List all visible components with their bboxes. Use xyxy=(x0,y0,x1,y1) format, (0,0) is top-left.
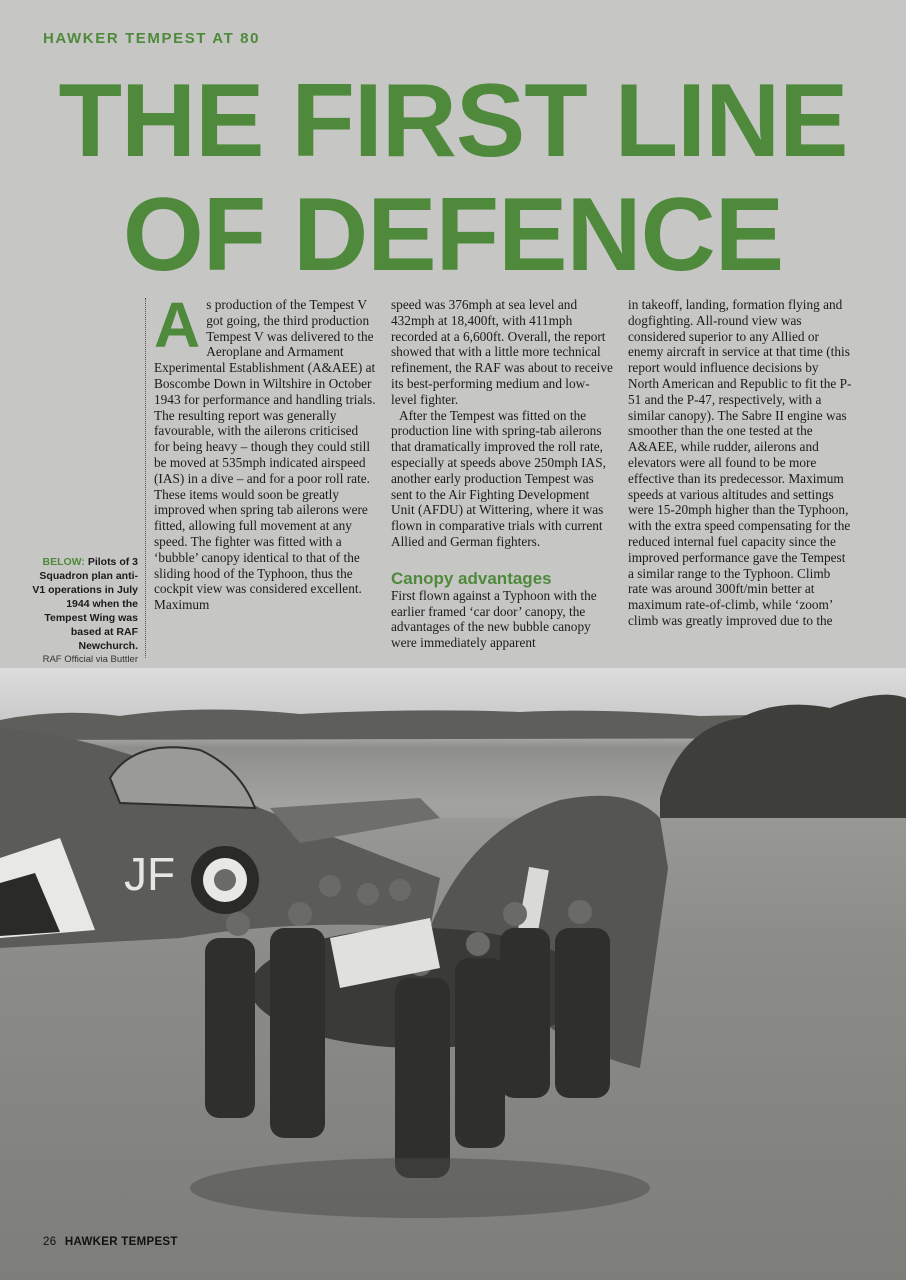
publication-name: HAWKER TEMPEST xyxy=(64,1236,178,1248)
article-paragraph: s production of the Tempest V got going, the third production Tempest V was delivered to the Aeroplane and Armament Experimental Establishment (A&AEE) at Boscombe Down in Wiltshire in October 1943 for performance and handling trials. The resulting report was generally favourable, with the ailerons criticised for being heavy – though they could still be moved at 535mph indicated airspeed (IAS) in a dive – and for a poor roll rate. These items would soon be greatly improved when spring tab ailerons were fitted, allowing full movement at any speed. The fighter was fitted with a ‘bubble’ canopy identical to that of the sliding hood of the Typhoon, thus the cockpit view was considered excellent. Maximum xyxy=(154,297,376,613)
aircraft-canopy xyxy=(110,747,255,808)
article-paragraph: After the Tempest was fitted on the production line with spring-tab ailerons that dramatically improved the roll rate, especially at speeds above 250mph IAS, another early production Tempest was sent to the Air Fighting Development Unit (AFDU) at Wittering, where it was flown in comparative trials with current Allied and German fighters. xyxy=(391,407,606,549)
article-column-2 xyxy=(391,297,613,651)
photo-caption xyxy=(30,555,138,667)
bushes xyxy=(660,695,906,818)
drop-cap: A xyxy=(154,289,201,361)
title-line-1: THE FIRST LINE xyxy=(58,63,848,179)
title-line-2: OF DEFENCE xyxy=(122,177,784,293)
page-title xyxy=(0,64,906,292)
article-paragraph: First flown against a Typhoon with the earlier framed ‘car door’ canopy, the advantages of the new bubble canopy were immediately apparent xyxy=(391,587,597,651)
article-paragraph: speed was 376mph at sea level and 432mph at 18,400ft, with 411mph recorded at a 6,600ft. Overall, the report showed that with a little more technical refinement, the RAF was about to receive its best-performing medium and low-level fighter. xyxy=(391,297,613,407)
article-column-1 xyxy=(154,289,376,613)
article-paragraph: in takeoff, landing, formation flying and dogfighting. All-round view was considered superior to any Allied or enemy aircraft in service at that time (this report would influence decisions by North American and Republic to fit the P-51 and the P-47, respectively, with a similar canopy). The Sabre II engine was smoother than the one tested at the A&AEE, while rudder, ailerons and elevators were all found to be more effective than its predecessor. Maximum speeds at various altitudes and settings were 15-20mph higher than the Typhoon, with the extra speed compensating for the reduced internal fuel capacity since the improved performance gave the Tempest a similar range to the Typhoon. Climb rate was around 300ft/min better at maximum rate-of-climb, while ‘zoom’ climb was greatly improved due to the xyxy=(628,297,852,628)
photo-illustration xyxy=(0,668,906,1280)
column-divider xyxy=(145,298,146,658)
caption-text: Pilots of 3 Squadron plan anti-V1 operations in July 1944 when the Tempest Wing was based at RAF Newchurch. xyxy=(32,556,138,652)
section-subheading: Canopy advantages xyxy=(391,568,552,588)
photo-pilots-with-tempest xyxy=(0,668,906,1280)
ground-shadow xyxy=(190,1158,650,1218)
roundel xyxy=(214,869,236,891)
photo-credit: RAF Official via Buttler xyxy=(42,654,138,665)
article-column-3 xyxy=(628,297,852,629)
page-footer xyxy=(43,1236,178,1248)
page-number: 26 xyxy=(43,1236,57,1248)
section-kicker: HAWKER TEMPEST AT 80 xyxy=(43,30,261,47)
caption-lead: BELOW: xyxy=(42,556,85,568)
fuselage-code: JF xyxy=(124,848,176,900)
